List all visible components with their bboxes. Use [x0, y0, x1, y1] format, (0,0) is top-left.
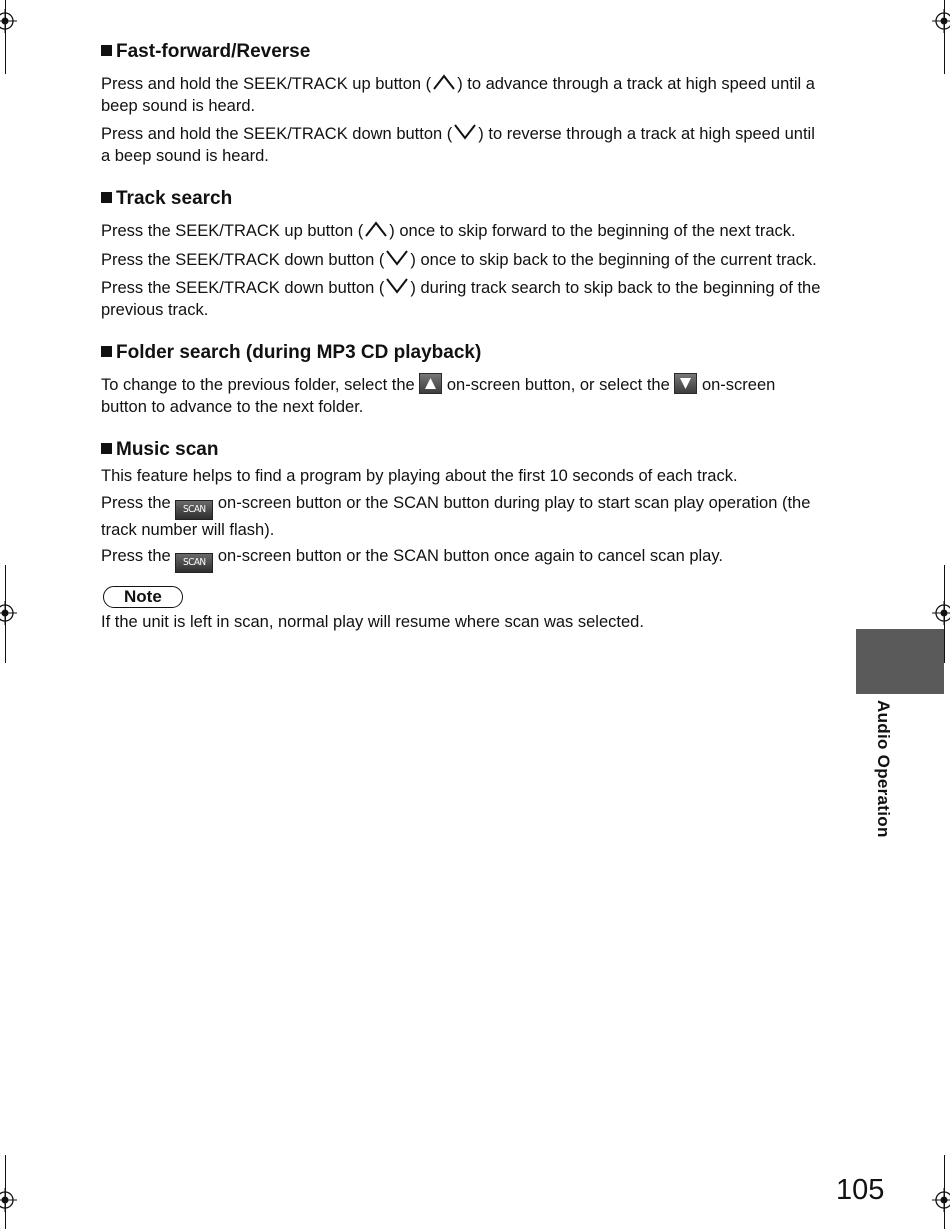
registration-mark-icon	[0, 1188, 17, 1212]
section-heading: Fast-forward/Reverse	[101, 40, 821, 64]
side-tab-label: Audio Operation	[874, 700, 893, 838]
square-bullet-icon	[101, 45, 112, 56]
side-tab	[856, 629, 944, 694]
section-folder-search	[101, 341, 821, 418]
square-bullet-icon	[101, 192, 112, 203]
registration-mark-icon	[932, 601, 950, 625]
registration-mark-icon	[0, 601, 17, 625]
chevron-down-icon	[452, 122, 478, 142]
square-bullet-icon	[101, 346, 112, 357]
section-heading: Music scan	[101, 438, 821, 462]
square-bullet-icon	[101, 443, 112, 454]
paragraph: Press and hold the SEEK/TRACK down button ( ) to reverse through a track at high speed until a beep sound is heard.	[101, 122, 821, 167]
paragraph: Press and hold the SEEK/TRACK up button ( ) to advance through a track at high speed until a beep sound is heard.	[101, 72, 821, 117]
section-fast-forward-reverse	[101, 40, 821, 167]
registration-mark-icon	[932, 9, 950, 33]
folder-down-triangle-icon	[674, 373, 697, 394]
scan-button-icon: SCAN	[175, 500, 213, 520]
page-content	[101, 40, 821, 634]
paragraph: To change to the previous folder, select the on-screen button, or select the on-screen button to advance to the next folder.	[101, 373, 821, 418]
paragraph: Press the SEEK/TRACK down button ( ) once to skip back to the beginning of the current track.	[101, 248, 821, 272]
chevron-up-icon	[431, 72, 457, 92]
paragraph: Press the SEEK/TRACK up button ( ) once to skip forward to the beginning of the next track.	[101, 219, 821, 243]
folder-up-triangle-icon	[419, 373, 442, 394]
chevron-down-icon	[384, 276, 410, 296]
section-track-search	[101, 187, 821, 321]
chevron-down-icon	[384, 248, 410, 268]
page-number: 105	[836, 1174, 885, 1206]
paragraph: Press the SEEK/TRACK down button ( ) during track search to skip back to the beginning of the previous track.	[101, 276, 821, 321]
scan-button-icon: SCAN	[175, 553, 213, 573]
note-text: If the unit is left in scan, normal play will resume where scan was selected.	[101, 613, 644, 631]
registration-mark-icon	[0, 9, 17, 33]
section-heading: Folder search (during MP3 CD playback)	[101, 341, 821, 365]
section-heading: Track search	[101, 187, 821, 211]
paragraph: Press the SCAN on-screen button or the SCAN button during play to start scan play operation (the track number will flash).	[101, 493, 811, 539]
paragraph: This feature helps to find a program by playing about the first 10 seconds of each track.	[101, 467, 738, 485]
registration-mark-icon	[932, 1188, 950, 1212]
chevron-up-icon	[363, 219, 389, 239]
note-badge: Note	[103, 586, 183, 608]
section-music-scan	[101, 438, 821, 634]
paragraph: Press the SCAN on-screen button or the SCAN button once again to cancel scan play.	[101, 546, 821, 573]
